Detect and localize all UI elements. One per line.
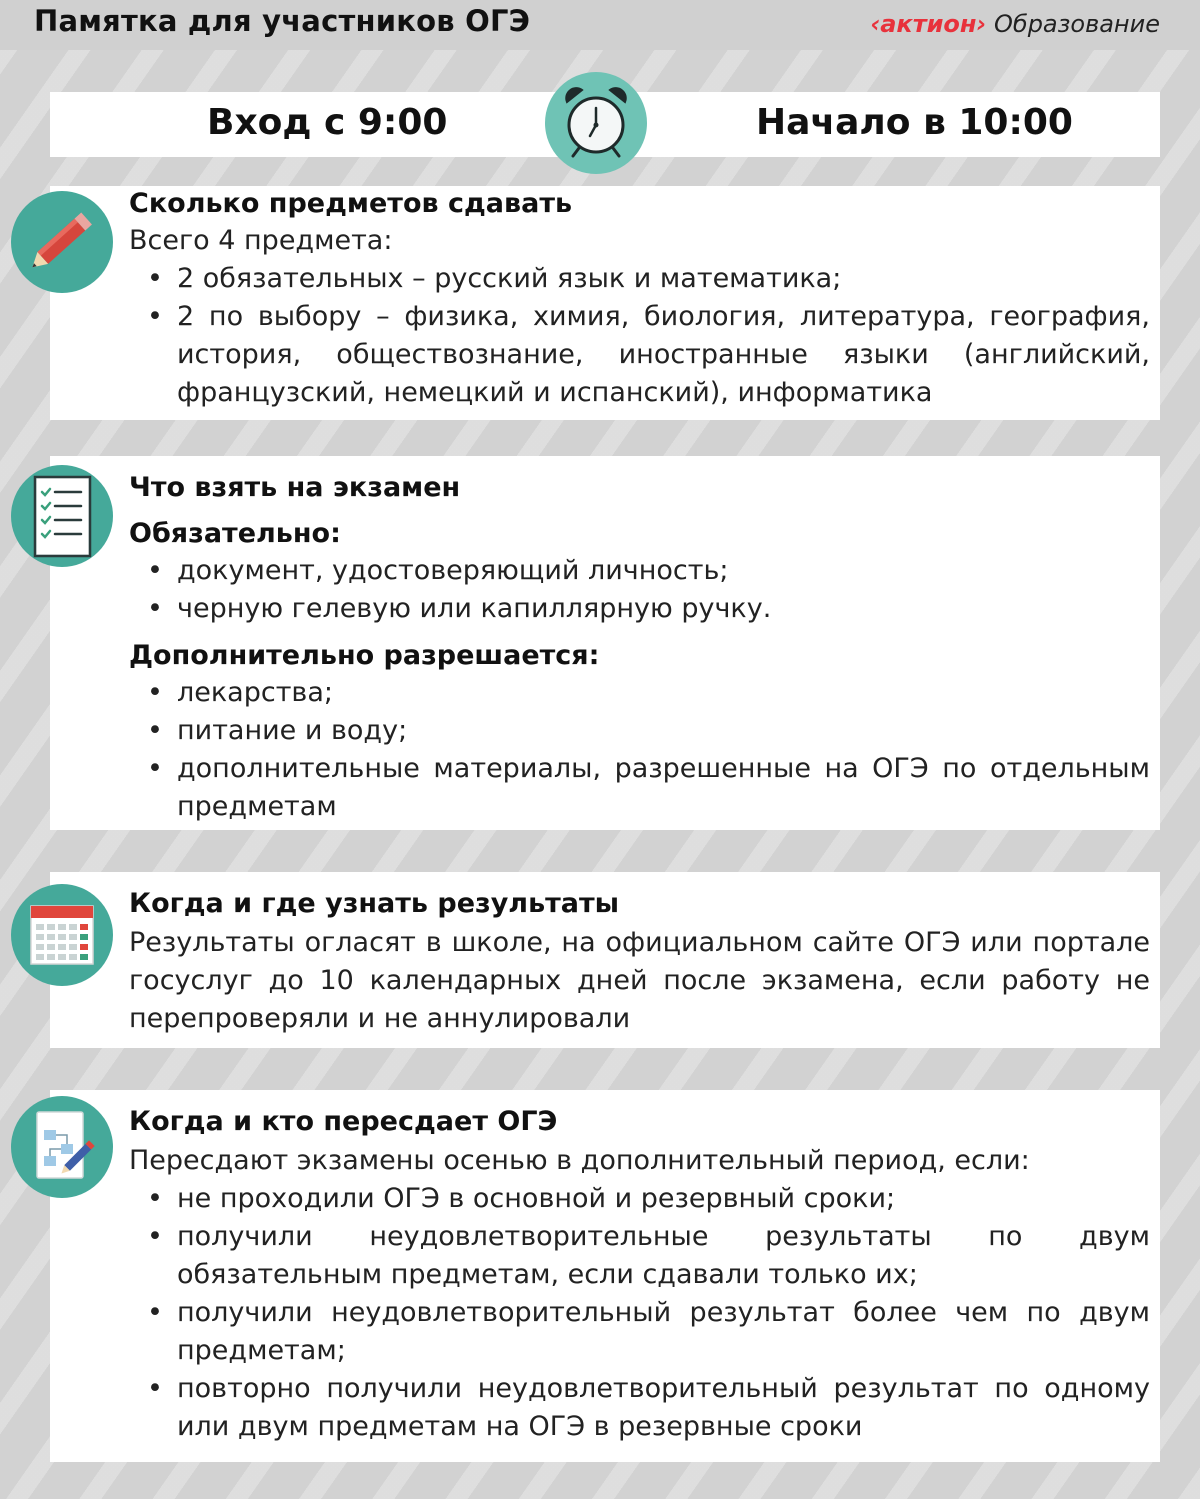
results-text: Результаты огласят в школе, на официальном сайте ОГЭ или портале госуслуг до 10 календарных дней после экзамена, если работу не перепроверяли и не аннулировали [129, 927, 1150, 1034]
exam-items-card-body [129, 456, 1150, 826]
pencil-icon [11, 191, 113, 293]
retake-card-body [129, 1090, 1150, 1446]
page-title: Памятка для участников ОГЭ [34, 4, 531, 38]
list-item: • черную гелевую или капиллярную ручку. [129, 590, 1150, 628]
retake-intro: Пересдают экзамены осенью в дополнительный период, если: [129, 1145, 1030, 1176]
required-list [129, 552, 1150, 628]
retake-title: Когда и кто пересдает ОГЭ [129, 1106, 558, 1137]
calendar-icon [11, 884, 113, 986]
retake-list [129, 1180, 1150, 1446]
list-item: • питание и воду; [129, 712, 1150, 750]
list-item: • 2 по выбору – физика, химия, биология, литература, география, история, обществознание, иностранные языки (английский, французский, немецкий и испанский), информатика [129, 298, 1150, 412]
logo-brand: ‹актион› [870, 10, 987, 38]
list-item: • дополнительные материалы, разрешенные на ОГЭ по отдельным предметам [129, 750, 1150, 826]
results-title: Когда и где узнать результаты [129, 888, 620, 919]
subjects-card [50, 186, 1160, 420]
list-item: • получили неудовлетворительный результат более чем по двум предметам; [129, 1294, 1150, 1370]
optional-heading: Дополнительно разрешается: [129, 640, 600, 671]
subjects-intro: Всего 4 предмета: [129, 225, 393, 256]
exam-items-title: Что взять на экзамен [129, 472, 461, 503]
header-bar [0, 0, 1200, 50]
list-item: • не проходили ОГЭ в основной и резервный сроки; [129, 1180, 1150, 1218]
retake-card [50, 1090, 1160, 1462]
list-item: • 2 обязательных – русский язык и математика; [129, 260, 1150, 298]
required-heading: Обязательно: [129, 518, 341, 549]
list-item: • документ, удостоверяющий личность; [129, 552, 1150, 590]
subjects-card-body [129, 186, 1150, 412]
brand-logo [870, 10, 1160, 38]
alarm-clock-icon [545, 72, 647, 174]
document-edit-icon [11, 1096, 113, 1198]
entry-time: Вход с 9:00 [207, 102, 448, 143]
exam-items-card [50, 456, 1160, 830]
list-item: • получили неудовлетворительные результаты по двум обязательным предметам, если сдавали только их; [129, 1218, 1150, 1294]
list-item: • повторно получили неудовлетворительный результат по одному или двум предметам на ОГЭ в резервные сроки [129, 1370, 1150, 1446]
start-time: Начало в 10:00 [756, 102, 1073, 143]
subjects-title: Сколько предметов сдавать [129, 188, 573, 219]
optional-list [129, 674, 1150, 826]
list-item: • лекарства; [129, 674, 1150, 712]
results-card [50, 872, 1160, 1048]
subjects-list [129, 260, 1150, 412]
checklist-icon [11, 465, 113, 567]
logo-subtitle: Образование [986, 10, 1160, 38]
results-card-body [129, 872, 1150, 1038]
